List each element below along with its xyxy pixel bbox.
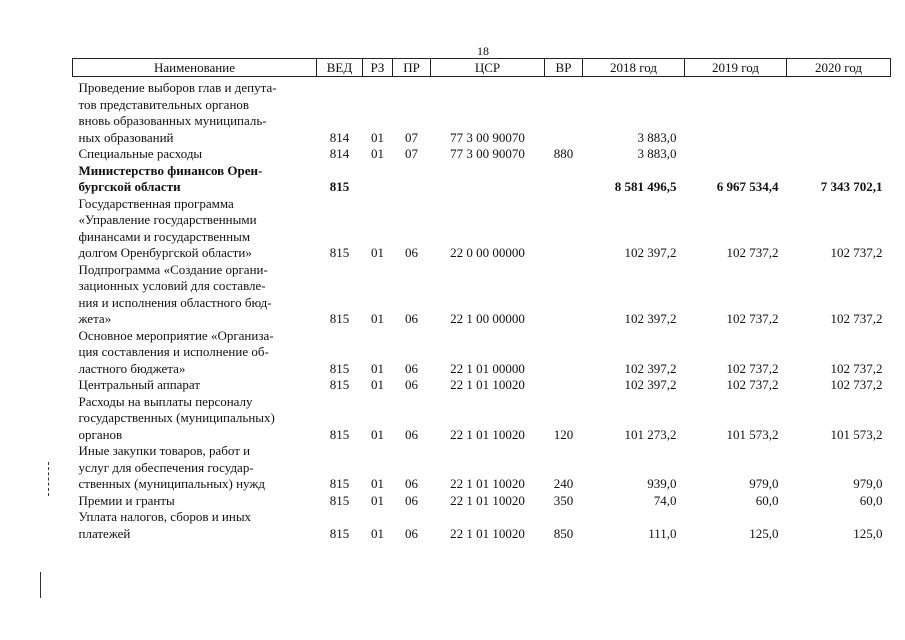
- cell-vr: 240: [553, 476, 574, 491]
- cell-y2019: [685, 146, 787, 163]
- cell-y2020: 125,0: [853, 525, 883, 541]
- cell-csr: [431, 163, 545, 196]
- cell-ved: 815: [329, 377, 350, 392]
- header-name: Наименование: [73, 59, 317, 77]
- cell-name: Центральный аппарат: [78, 377, 201, 392]
- cell-rz: 01: [371, 426, 384, 442]
- cell-csr: 22 1 01 10020: [450, 426, 525, 442]
- cell-ved: 815: [329, 311, 350, 326]
- cell-y2018: 111,0: [648, 525, 677, 541]
- cell-name: Министерство финансов Орен- бургской области: [78, 162, 263, 194]
- cell-csr: 77 3 00 90070: [450, 146, 525, 161]
- cell-pr: 06: [405, 377, 418, 392]
- budget-table: [72, 58, 891, 542]
- cell-y2019: 6 967 534,4: [716, 179, 779, 194]
- cell-y2019: 101 573,2: [726, 426, 779, 442]
- table-row: [73, 146, 891, 163]
- cell-csr: 22 1 01 10020: [450, 492, 525, 508]
- cell-y2020: [787, 146, 891, 163]
- cell-ved: 814: [329, 129, 350, 145]
- cell-csr: 22 0 00 00000: [450, 245, 525, 260]
- cell-vr: [545, 377, 583, 394]
- cell-y2018: 3 883,0: [637, 129, 677, 145]
- cell-rz: 01: [371, 377, 384, 392]
- table-header-row: [73, 59, 891, 77]
- cell-pr: 06: [405, 525, 418, 541]
- cell-rz: 01: [371, 476, 384, 491]
- cell-y2019: 979,0: [749, 476, 779, 491]
- header-pr: ПР: [393, 59, 431, 77]
- cell-csr: 77 3 00 90070: [450, 129, 525, 145]
- cell-pr: 06: [405, 492, 418, 508]
- cell-ved: 815: [329, 179, 350, 194]
- cell-rz: 01: [371, 311, 384, 326]
- cell-rz: 01: [371, 245, 384, 260]
- cell-ved: 815: [329, 492, 350, 508]
- cell-vr: 880: [553, 146, 574, 161]
- cell-csr: 22 1 01 10020: [450, 377, 525, 392]
- cell-rz: 01: [371, 492, 384, 508]
- cell-rz: 01: [371, 129, 384, 145]
- table-row: [73, 196, 891, 262]
- header-2019: 2019 год: [685, 59, 787, 77]
- table-body: [73, 77, 891, 543]
- header-vr: ВР: [545, 59, 583, 77]
- cell-pr: 06: [405, 311, 418, 326]
- cell-pr: 06: [405, 426, 418, 442]
- cell-ved: 814: [329, 146, 350, 161]
- cell-y2019: 102 737,2: [726, 377, 779, 392]
- cell-name: Специальные расходы: [78, 146, 203, 161]
- table-row: [73, 328, 891, 378]
- cell-pr: 07: [405, 146, 418, 161]
- cell-csr: 22 1 00 00000: [450, 311, 525, 326]
- cell-y2020: 7 343 702,1: [820, 179, 883, 194]
- cell-y2020: 101 573,2: [830, 426, 883, 442]
- cell-y2018: 939,0: [647, 476, 677, 491]
- cell-y2020: [787, 77, 891, 147]
- cell-y2018: 101 273,2: [624, 426, 677, 442]
- cell-rz: 01: [371, 146, 384, 161]
- cell-y2019: 102 737,2: [726, 360, 779, 376]
- cell-csr: 22 1 01 10020: [450, 476, 525, 491]
- header-2020: 2020 год: [787, 59, 891, 77]
- cell-vr: [545, 163, 583, 196]
- cell-vr: [545, 77, 583, 147]
- cell-name: Проведение выборов глав и депута- тов представительных органов вновь образованных муниципаль- ных образований: [78, 80, 277, 145]
- cell-y2020: 102 737,2: [830, 245, 883, 260]
- cell-name: Государственная программа «Управление государственными финансами и государственным долгом Оренбургской области»: [78, 195, 257, 260]
- margin-mark: [48, 462, 49, 496]
- table-row: [73, 394, 891, 444]
- cell-ved: 815: [329, 476, 350, 491]
- cell-name: Уплата налогов, сборов и иных платежей: [78, 509, 252, 541]
- table-row: [73, 77, 891, 147]
- cell-vr: [545, 196, 583, 262]
- cell-name: Иные закупки товаров, работ и услуг для обеспечения государ- ственных (муниципальных) нужд: [78, 443, 265, 491]
- cell-vr: 850: [553, 525, 574, 541]
- cell-y2018: 102 397,2: [624, 377, 677, 392]
- cell-ved: 815: [329, 426, 350, 442]
- header-csr: ЦСР: [431, 59, 545, 77]
- page-number: 18: [477, 44, 489, 58]
- cell-name: Подпрограмма «Создание органи- зационных условий для составле- ния и исполнения областного бюд- жета»: [78, 261, 272, 326]
- cell-pr: 06: [405, 245, 418, 260]
- cell-csr: 22 1 01 00000: [450, 360, 525, 376]
- cell-y2020: 60,0: [859, 492, 883, 508]
- cell-y2018: 102 397,2: [624, 360, 677, 376]
- cell-vr: [545, 328, 583, 378]
- cell-y2018: 102 397,2: [624, 311, 677, 326]
- cell-y2018: 3 883,0: [637, 146, 677, 161]
- cell-pr: 06: [405, 476, 418, 491]
- cell-ved: 815: [329, 245, 350, 260]
- cell-pr: 07: [405, 129, 418, 145]
- cell-name: Основное мероприятие «Организа- ция составления и исполнение об- ластного бюджета»: [78, 327, 274, 376]
- table-row: [73, 262, 891, 328]
- cell-vr: 350: [553, 492, 574, 508]
- cell-name: Расходы на выплаты персоналу государственных (муниципальных) органов: [78, 393, 275, 442]
- table-row: [73, 163, 891, 196]
- margin-mark: [40, 572, 41, 598]
- cell-y2020: 979,0: [853, 476, 883, 491]
- cell-y2019: [685, 77, 787, 147]
- header-ved: ВЕД: [317, 59, 363, 77]
- cell-y2020: 102 737,2: [830, 377, 883, 392]
- cell-rz: 01: [371, 525, 384, 541]
- table-row: [73, 377, 891, 394]
- cell-ved: 815: [329, 360, 350, 376]
- header-2018: 2018 год: [583, 59, 685, 77]
- header-rz: РЗ: [363, 59, 393, 77]
- cell-rz: [363, 163, 393, 196]
- cell-y2018: 74,0: [653, 492, 677, 508]
- cell-y2019: 102 737,2: [726, 245, 779, 260]
- table-row: [73, 443, 891, 493]
- cell-y2019: 125,0: [749, 525, 779, 541]
- cell-csr: 22 1 01 10020: [450, 525, 525, 541]
- table-row: [73, 509, 891, 542]
- cell-y2019: 60,0: [755, 492, 779, 508]
- table-row: [73, 493, 891, 510]
- cell-y2020: 102 737,2: [830, 311, 883, 326]
- cell-ved: 815: [329, 525, 350, 541]
- cell-y2018: 102 397,2: [624, 245, 677, 260]
- cell-rz: 01: [371, 360, 384, 376]
- cell-vr: [545, 262, 583, 328]
- cell-pr: [393, 163, 431, 196]
- cell-vr: 120: [553, 426, 574, 442]
- cell-pr: 06: [405, 360, 418, 376]
- cell-y2020: 102 737,2: [830, 360, 883, 376]
- cell-name: Премии и гранты: [78, 492, 175, 508]
- cell-y2018: 8 581 496,5: [614, 179, 677, 194]
- cell-y2019: 102 737,2: [726, 311, 779, 326]
